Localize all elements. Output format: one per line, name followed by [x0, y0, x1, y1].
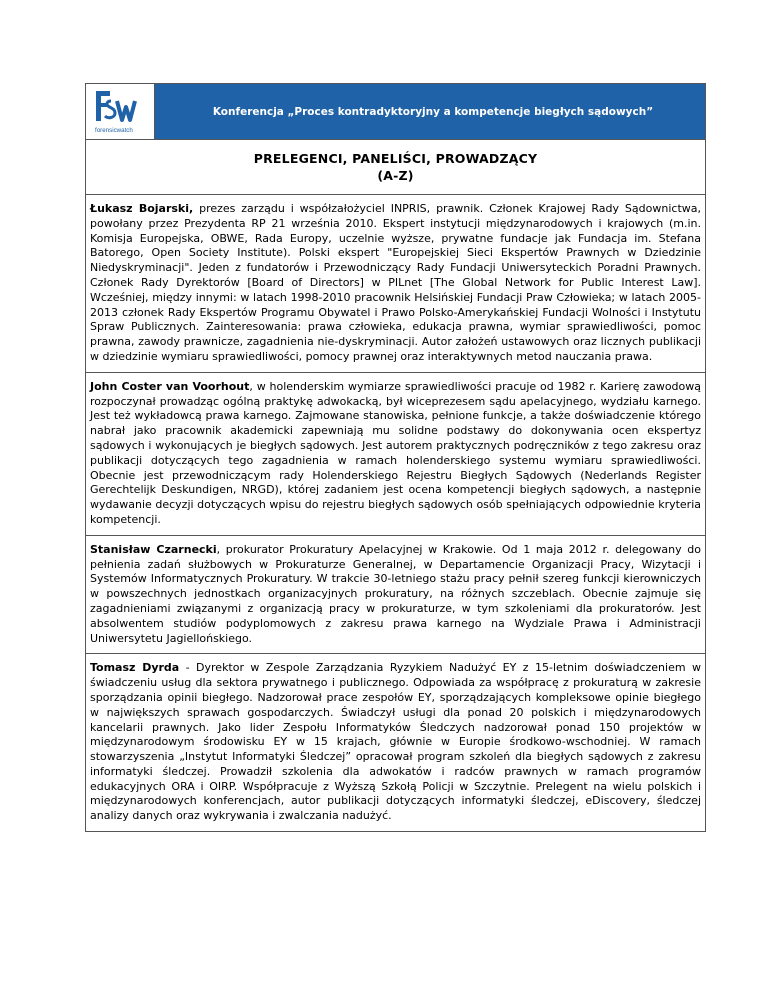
speaker-entry — [86, 653, 705, 831]
speaker-name: John Coster van Voorhout — [90, 379, 250, 393]
speaker-bio: , prokurator Prokuratury Apelacyjnej w Krakowie. Od 1 maja 2012 r. delegowany do pełnienia zadań służbowych w Prokuraturze Generalnej, w Departamencie Organizacji Pracy, Wizytacji i Systemów Informatycznych Prokuratury. W trakcie 30-letniego stażu pracy pełnił szereg funkcji kierowniczych w powszechnych jednostkach organizacyjnych prokuratury, na różnych szczeblach. Obecnie zajmuje się zagadnieniami związanymi z organizacją pracy w prokuraturze, w tym szkoleniami dla prokuratorów. Jest absolwentem studiów podyplomowych z zakresu prawa karnego na Wydziale Prawa i Administracji Uniwersytetu Jagiellońskiego. — [90, 542, 701, 645]
speaker-bio: prezes zarządu i współzałożyciel INPRIS, prawnik. Członek Krajowej Rady Sądownictwa, powołany przez Prezydenta RP 21 września 2010. Ekspert instytucji międzynarodowych i krajowych (m.in. Komisja Europejska, OBWE, Rada Europy, uczelnie wyższe, prywatne fundacje jak Fundacja im. Stefana Batorego, Open Society Institute). Polski ekspert "Europejskiej Sieci Ekspertów Prawnych w Dziedzinie Niedyskryminacji". Jeden z fundatorów i Przewodniczący Rady Fundacji Uniwersyteckich Poradni Prawnych. Członek Rady Dyrektorów [Board of Directors] w PILnet [The Global Network for Public Interest Law]. Wcześniej, między innymi: w latach 1998-2010 pracownik Helsińskiej Fundacji Praw Człowieka; w latach 2005-2013 członek Rady Ekspertów Programu Obywatel i Prawo Polsko-Amerykańskiej Fundacji Wolności i Instytutu Spraw Publicznych. Zainteresowania: prawa człowieka, edukacja prawna, wymiar sprawiedliwości, pomoc prawna, zawody prawnicze, zagadnienia nie-dyskryminacji. Autor założeń ustawowych oraz licznych publikacji w dziedzinie wymiaru sprawiedliwości, pomocy prawnej oraz interaktywnych metod nauczania prawa. — [90, 202, 701, 363]
conference-title: Konferencja „Proces kontradyktoryjny a kompetencje biegłych sądowych” — [212, 105, 654, 118]
speaker-entry — [86, 194, 705, 372]
speaker-name: Tomasz Dyrda — [90, 661, 180, 675]
forensicwatch-logo — [86, 84, 155, 139]
fw-logo-icon — [93, 87, 147, 135]
speaker-name: Stanisław Czarnecki — [90, 542, 217, 556]
section-title — [86, 139, 705, 194]
speaker-bio: , w holenderskim wymiarze sprawiedliwości pracuje od 1982 r. Karierę zawodową rozpoczynał prowadząc ogólną praktykę adwokacką, był wiceprezesem sądu apelacyjnego, wydziału karnego. Jest też wykładowcą prawa karnego. Zajmowane stanowiska, pełnione funkcje, a także doświadczenie którego nabrał jako pracownik akademicki zapewniają mu solidne podstawy do dokonywania ocen ekspertyz sądowych i wykonujących je biegłych sądowych. Jest autorem praktycznych podręczników z tego zakresu oraz publikacji dotyczących tego zagadnienia w ramach holenderskiego systemu wymiaru sprawiedliwości. Obecnie jest przewodniczącym rady Holenderskiego Rejestru Biegłych Sądowych (Nederlands Register Gerechtelijk Deskundigen, NRGD), której zadaniem jest ocena kompetencji biegłych sądowych, a następnie wydawanie decyzji dotyczących wpisu do rejestru biegłych sądowych osób spełniających odpowiednie kryteria kompetencji. — [90, 379, 702, 526]
speakers-table — [85, 83, 706, 832]
page-subtitle: (A-Z) — [377, 168, 414, 183]
speaker-entry — [86, 372, 705, 535]
page-title: PRELEGENCI, PANELIŚCI, PROWADZĄCY — [253, 151, 538, 166]
speaker-entry — [86, 535, 705, 654]
svg-text:forensicwatch: forensicwatch — [95, 127, 133, 134]
conference-banner — [155, 84, 705, 139]
document-page — [85, 83, 704, 832]
speaker-name: Łukasz Bojarski, — [90, 202, 194, 215]
speaker-bio: - Dyrektor w Zespole Zarządzania Ryzykiem Nadużyć EY z 15-letnim doświadczeniem w świadczeniu usług dla sektora prywatnego i publicznego. Odpowiada za współpracę z prokuraturą w zakresie sporządzania opinii biegłego. Nadzorował prace zespołów EY, sporządzających kompleksowe opinie biegłego w największych sprawach gospodarczych. Świadczył usługi dla ponad 20 polskich i międzynarodowych kancelarii prawnych. Jako lider Zespołu Informatyków Śledczych nadzorował ponad 150 projektów w międzynarodowym środowisku EY w 15 krajach, głównie w Europie środkowo-wschodniej. W ramach stowarzyszenia „Instytut Informatyki Śledczej” opracował program szkoleń dla biegłych sądowych z zakresu informatyki śledczej. Prowadził szkolenia dla adwokatów i radców prawnych w ramach programów edukacyjnych ORA i OIRP. Współpracuje z Wyższą Szkołą Policji w Szczytnie. Prelegent na wielu polskich i międzynarodowych konferencjach, autor publikacji dotyczących informatyki śledczej, eDiscovery, śledczej analizy danych oraz wykrywania i zwalczania nadużyć. — [90, 661, 701, 823]
header-row — [86, 84, 705, 139]
